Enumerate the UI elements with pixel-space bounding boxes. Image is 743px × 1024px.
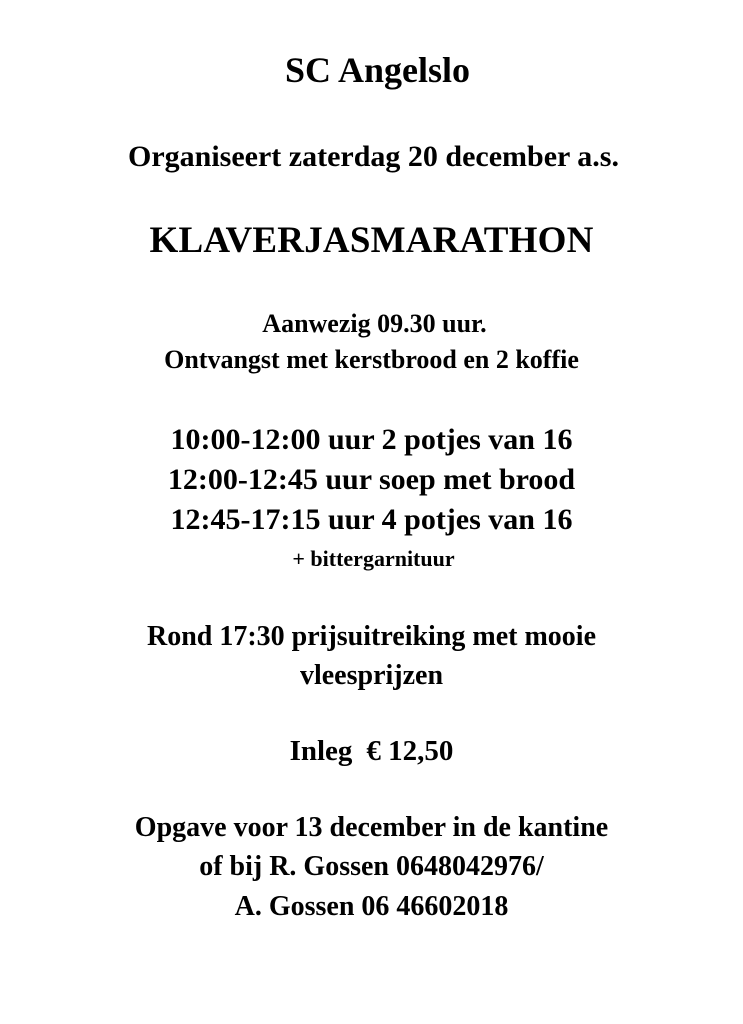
registration-line-1: Opgave voor 13 december in de kantine [134,812,609,843]
prize-line-1: Rond 17:30 prijsuitreiking met mooie [146,621,597,652]
entry-fee [0,737,743,766]
schedule-item: 10:00-12:00 uur 2 potjes van 16 [170,423,573,456]
fee-label: Inleg [289,735,353,767]
fee-amount: € 12,50 [366,735,454,767]
registration-line-2: of bij R. Gossen 0648042976/ [199,851,544,882]
registration-line-3: A. Gossen 06 46602018 [234,891,509,922]
arrival-time: Aanwezig 09.30 uur. [262,309,487,338]
club-name: SC Angelslo [284,50,471,90]
event-title: KLAVERJASMARATHON [149,220,594,261]
organizes-date: Organiseert zaterdag 20 december a.s. [128,140,619,173]
schedule-item: 12:45-17:15 uur 4 potjes van 16 [170,503,573,536]
reception-info: Ontvangst met kerstbrood en 2 koffie [164,345,579,374]
schedule-item: 12:00-12:45 uur soep met brood [167,463,576,496]
schedule-extra: + bittergarnituur [292,546,455,571]
prize-line-2: vleesprijzen [299,660,444,691]
